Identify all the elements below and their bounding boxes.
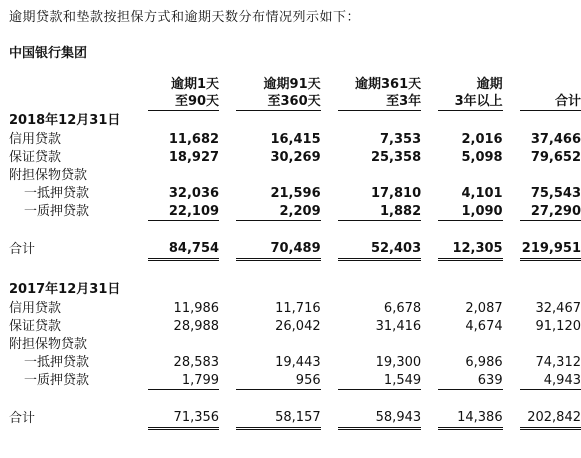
section-date-row bbox=[0, 111, 581, 131]
table-row bbox=[0, 371, 581, 390]
table-row bbox=[0, 130, 581, 148]
cell: 6,678 bbox=[383, 300, 422, 316]
cell: 31,416 bbox=[375, 318, 422, 334]
row-label: 一抵押贷款 bbox=[24, 185, 90, 201]
section-date-row bbox=[0, 280, 581, 299]
total-row bbox=[0, 239, 581, 260]
cell: 32,467 bbox=[535, 300, 581, 316]
cell: 28,988 bbox=[173, 318, 220, 334]
section-date-2017: 2017年12月31日 bbox=[9, 282, 121, 297]
cell: 19,443 bbox=[275, 354, 321, 370]
cell: 28,583 bbox=[173, 354, 220, 370]
col-header-1-line2: 至90天 bbox=[148, 93, 219, 111]
col-header-4-line2: 3年以上 bbox=[438, 93, 503, 111]
row-label: 保证贷款 bbox=[9, 318, 62, 334]
cell: 32,036 bbox=[168, 185, 220, 201]
col-header-3-line1: 逾期361天 bbox=[355, 77, 422, 92]
table-row bbox=[0, 166, 581, 184]
section-date-2018: 2018年12月31日 bbox=[9, 113, 121, 128]
cell: 4,674 bbox=[465, 318, 503, 334]
cell: 956 bbox=[236, 371, 321, 390]
row-label: 附担保物贷款 bbox=[9, 167, 88, 183]
cell: 91,120 bbox=[535, 318, 581, 334]
cell: 37,466 bbox=[530, 131, 581, 147]
cell: 639 bbox=[438, 371, 503, 390]
table-row bbox=[0, 353, 581, 371]
col-header-4-line1: 逾期 bbox=[476, 77, 503, 92]
cell: 25,358 bbox=[370, 149, 422, 165]
cell: 5,098 bbox=[461, 149, 503, 165]
col-header-1-line1: 逾期1天 bbox=[171, 77, 220, 92]
cell: 1,549 bbox=[338, 371, 422, 390]
table-row bbox=[0, 148, 581, 166]
col-header-2-line1: 逾期91天 bbox=[263, 77, 321, 92]
col-header-3-line2: 至3年 bbox=[338, 93, 422, 111]
cell: 6,986 bbox=[465, 354, 503, 370]
col-header-5-line1 bbox=[520, 76, 581, 93]
col-header-5-line2: 合计 bbox=[520, 93, 581, 111]
col-header-2-line2: 至360天 bbox=[236, 93, 321, 111]
cell: 202,842 bbox=[520, 408, 581, 429]
cell: 27,290 bbox=[520, 202, 581, 221]
table-row bbox=[0, 202, 581, 221]
table-row bbox=[0, 299, 581, 317]
cell: 11,682 bbox=[168, 131, 220, 147]
row-label: 一抵押贷款 bbox=[24, 354, 90, 370]
cell: 2,016 bbox=[461, 131, 503, 147]
cell: 17,810 bbox=[370, 185, 422, 201]
cell: 2,209 bbox=[236, 202, 321, 221]
cell: 4,943 bbox=[520, 371, 581, 390]
cell: 1,882 bbox=[338, 202, 422, 221]
row-label: 附担保物贷款 bbox=[9, 336, 88, 352]
cell: 1,090 bbox=[438, 202, 503, 221]
row-label: 一质押贷款 bbox=[24, 203, 90, 219]
cell: 14,386 bbox=[438, 408, 503, 429]
cell: 84,754 bbox=[148, 239, 219, 260]
cell: 2,087 bbox=[465, 300, 503, 316]
row-label: 信用贷款 bbox=[9, 131, 62, 147]
table-row bbox=[0, 184, 581, 202]
cell: 19,300 bbox=[375, 354, 422, 370]
table-row bbox=[0, 335, 581, 353]
cell: 26,042 bbox=[275, 318, 321, 334]
cell: 11,986 bbox=[173, 300, 220, 316]
header-row-1 bbox=[0, 76, 581, 93]
cell: 58,943 bbox=[338, 408, 422, 429]
entity-title: 中国银行集团 bbox=[9, 46, 88, 61]
cell: 18,927 bbox=[168, 149, 220, 165]
row-label: 一质押贷款 bbox=[24, 372, 90, 388]
cell: 30,269 bbox=[270, 149, 321, 165]
overdue-loans-table bbox=[0, 76, 581, 430]
cell: 12,305 bbox=[438, 239, 503, 260]
cell: 74,312 bbox=[535, 354, 581, 370]
row-label: 保证贷款 bbox=[9, 149, 62, 165]
cell: 75,543 bbox=[530, 185, 581, 201]
cell: 70,489 bbox=[236, 239, 321, 260]
row-label: 信用贷款 bbox=[9, 300, 62, 316]
total-label: 合计 bbox=[9, 241, 36, 257]
cell: 7,353 bbox=[380, 131, 422, 147]
header-row-2 bbox=[0, 93, 581, 111]
cell: 21,596 bbox=[270, 185, 321, 201]
cell: 58,157 bbox=[236, 408, 321, 429]
total-label: 合计 bbox=[9, 410, 36, 426]
cell: 22,109 bbox=[148, 202, 219, 221]
table-row bbox=[0, 317, 581, 335]
total-row bbox=[0, 408, 581, 429]
intro-text: 逾期贷款和垫款按担保方式和逾期天数分布情况列示如下： bbox=[9, 10, 361, 25]
cell: 71,356 bbox=[148, 408, 219, 429]
cell: 11,716 bbox=[275, 300, 321, 316]
cell: 1,799 bbox=[148, 371, 219, 390]
cell: 16,415 bbox=[270, 131, 321, 147]
cell: 79,652 bbox=[530, 149, 581, 165]
cell: 52,403 bbox=[338, 239, 422, 260]
cell: 219,951 bbox=[520, 239, 581, 260]
cell: 4,101 bbox=[461, 185, 503, 201]
